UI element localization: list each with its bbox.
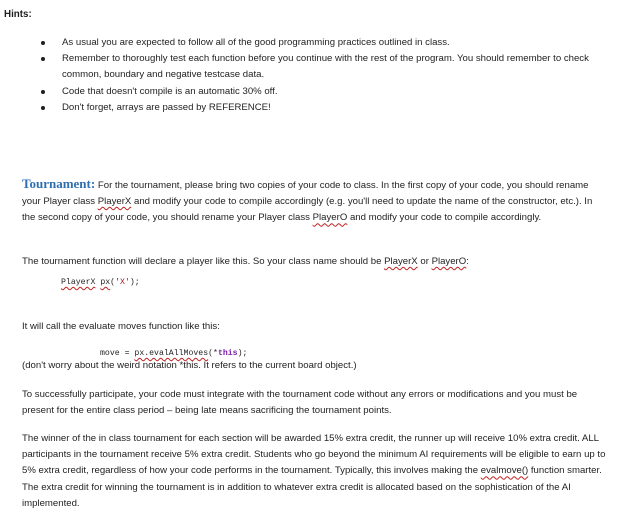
extra-credit-text: The winner of the in class tournament for each section will be awarded 15% extra credit, the runner up will receive 10% extra credit. ALL participants in the tournament receive 5% extra credit. Students who go beyond the minimum AI requirements will be eligible to earn up to 5% extra credit, regardless of how your code performs in the tournament. Typically, this involves making the	[22, 433, 606, 477]
code-punct: (	[110, 278, 116, 287]
code-keyword: this	[217, 349, 238, 358]
notation-note: (don't worry about the weird notation *this. It refers to the current board object.)	[22, 360, 357, 371]
code-punct: );	[129, 278, 140, 287]
bullet-icon	[41, 41, 45, 45]
extra-credit-paragraph	[22, 431, 607, 512]
code-declare-player	[61, 275, 140, 291]
bullet-icon	[41, 57, 45, 61]
tournament-paragraph	[22, 176, 602, 227]
code-assignment: move =	[100, 349, 135, 358]
hint-text: As usual you are expected to follow all of the good programming practices outlined in class.	[62, 37, 450, 48]
code-class-name: PlayerX	[61, 278, 96, 287]
function-name-evalmove: evalmove()	[480, 465, 529, 477]
code-method-call: px.evalAllMoves	[134, 349, 209, 358]
code-punct: );	[237, 349, 248, 358]
code-string: 'X'	[115, 278, 130, 287]
tournament-heading: Tournament:	[22, 176, 96, 191]
code-punct: (*	[208, 349, 218, 358]
list-item	[40, 84, 600, 100]
declare-text: :	[466, 256, 469, 267]
class-name-playerx: PlayerX	[97, 196, 132, 208]
hint-text: Code that doesn't compile is an automatic 30% off.	[62, 85, 278, 97]
hint-text: Don't forget, arrays are passed by REFERENCE!	[62, 101, 271, 113]
bullet-icon	[41, 106, 45, 110]
hints-list	[40, 35, 600, 116]
list-item	[40, 100, 600, 116]
code-variable: px	[100, 278, 111, 287]
tournament-text: For the tournament, please bring two copies of your code to class. In the first copy of your code, you should rename your Player class	[22, 180, 589, 208]
class-name-playerx: PlayerX	[384, 256, 418, 267]
list-item	[40, 51, 600, 83]
participation-paragraph: To successfully participate, your code must integrate with the tournament code without any errors or modifications and you must be present for the entire class period – being late means sacrificing the tournament points.	[22, 389, 578, 417]
tournament-text: and modify your code to compile accordingly (e.g. you'll need to update the name of the constructor, etc.). In the second copy of your code, you should rename your Player class	[22, 196, 593, 224]
bullet-icon	[41, 90, 45, 94]
declare-text: The tournament function will declare a player like this. So your class name should be	[22, 256, 385, 267]
class-name-playero: PlayerO	[312, 212, 348, 224]
hint-text: Remember to thoroughly test each function before you continue with the rest of the program. You should remember to check common, boundary and negative testcase data.	[62, 53, 589, 81]
extra-credit-text: function smarter. The extra credit for winning the tournament is in addition to whatever extra credit is allocated based on the sophistication of the AI implemented.	[22, 465, 602, 509]
declare-paragraph	[22, 254, 607, 270]
class-name-playero: PlayerO	[431, 256, 467, 267]
hints-heading: Hints:	[4, 9, 32, 20]
tournament-text: and modify your code to compile accordingly.	[347, 212, 542, 224]
evaluate-paragraph: It will call the evaluate moves function like this:	[22, 321, 220, 332]
list-item	[40, 35, 600, 51]
declare-text: or	[417, 256, 432, 267]
